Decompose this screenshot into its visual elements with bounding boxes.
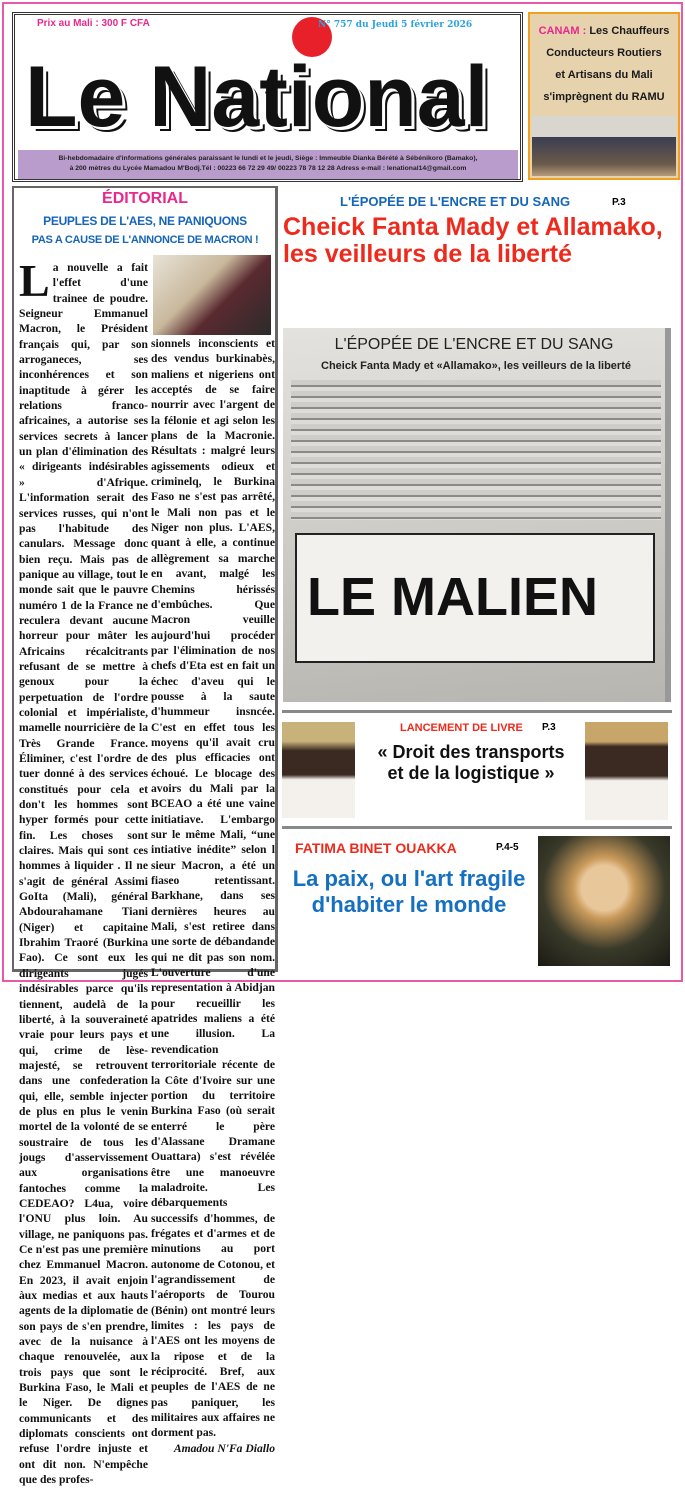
drop-cap: L [19, 255, 50, 306]
divider [282, 710, 672, 713]
lead-headline-block [283, 214, 671, 268]
fatima-page-ref: P.4-5 [496, 842, 519, 853]
le-malien-logo: LE MALIEN [295, 533, 655, 663]
teaser-line: Conducteurs Routiers [546, 47, 662, 59]
book-headline-block [359, 742, 583, 784]
lead-headline[interactable]: Cheick Fanta Mady et Allamako, [283, 213, 663, 241]
clipping-kicker: L'ÉPOPÉE DE L'ENCRE ET DU SANG [334, 336, 614, 353]
teaser-line: et Artisans du Mali [555, 69, 653, 81]
speaker-photo-right [585, 722, 668, 820]
lead-page-ref: P.3 [612, 197, 626, 208]
book-page-ref: P.3 [542, 722, 556, 733]
book-headline[interactable]: et de la logistique » [387, 763, 555, 783]
fatima-kicker: FATIMA BINET OUAKKA [295, 840, 457, 856]
editorial-column-2: sionnels inconscients et des vendus burkinabès, maliens et nigeriens ont acceptés de se faire nourrir avec l'argent de la félonie et agi selon les plans de la Macronie. Résultats : malgré leurs agissements odieux et criminelq, le Burkina Faso ne s'est pas arrêté, le Mali non pas et le Niger non plus. L'AES, quant à elle, a continue allègrement sa marche en avant, malgé les Chemins hérissés d'embûches. Que Macron veuille aujourd'hui procéder par l'élimination de nos chefs d'Eta est en fait un échec d'aveu qui le pousse à la saute d'hummeur insncée. C'est en effet tous les moyens qu'il avait cru des plus efficacies ont échoué. Le blocage des avoirs du Mali par la BCEAO a été une vaine initiatiave. L'embargo sur le même Mali, “une intiative inédite” selon l sieur Macron, a été un fiaseo retentissant. Barkhane, dans ses dernières heures au Mali, s'est retiree dans une sorte de débandande qui ne dit pas son nom. L'ouverture d'une representation à Abidjan pour recueillir les apatrides maliens a été une illusion. La revendication terroritoriale récente de la Côte d'Ivoire sur une portion du territoire Burkina Faso (où serait enterré le père d'Alassane Dramane Ouattara) s'est révélée être une manoeuvre maladroite. Les débarquements successifs d'hommes, de frégates et d'armes et de minutions au port autonome de Cotonou, et l'agrandissement de l'aéroports de Tourou (Bénin) ont montré leurs limites : les pays de l'AES ont les moyens de la ripose et de la réciprocité. Bref, aux peuples de l'AES de ne pas paniquer, les militaires aux affaires ne dorment pas. Amadou N'Fa Diallo [151, 337, 275, 1455]
book-kicker: LANCEMENT DE LIVRE [400, 722, 523, 734]
book-headline[interactable]: « Droit des transports [377, 742, 565, 762]
fatima-headline-block [285, 866, 533, 918]
fatima-headline[interactable]: La paix, ou l'art fragile [292, 866, 526, 891]
teaser-line: CANAM : Les Chauffeurs [538, 25, 670, 37]
info-line: à 200 mètres du Lycée Mamadou M'Bodj.Tél : 00223 66 72 29 49/ 00223 78 78 12 28 Adress e-mail : lenational14@gmail.com [69, 165, 467, 172]
editorial-column-1: La nouvelle a fait l'effet d'une trainee de poudre. Seigneur Emmanuel Macron, le Président français qui, par son arroganeces, ses inconhérences et son inaptitude à gérer les relations franco-africaines, a autorise ses services secrets à lancer un plan d'élimination des « dirigeants indésirables » d'Afrique. L'information serait des services russes, qui n'ont pas l'habitude des canulars. Message donc bien reçu. Mais pas de panique au village, tout le monde sait que le pauvre numéro 1 de la France ne reculera devant aucune horreur pour mâter les Africains récalcitrants refusant de se mettre à genoux pour la perpetuation de l'ordre colonial et impérialiste, mamelle nourricière de la Très Grande France. Éliminer, c'est l'ordre de tuer donné à des services constitués pour cela et don't les hommes sont hyper formés pour cette fin. Les choses sont claires. Mais qui sont ces hommes à liquider . Il ne s'agit de général Assimi GoIta (Mali), général Abdourahamane Tiani (Niger) et capitaine Ibrahim Traoré (Burkina Fao). Ce sont eux les dirigeants jugés indésirables parce qu'ils tiennent, audelà de la liberté, à la souveraineté vraie pour leurs pays et qui, crime de lèse-majesté, se retrouvent dans une confederation qui, elle, semble injecter de plus en plus le venin mortel de la volonté de se soustraire de tous les jougs d'asservissement aux organisations fantoches comme la CEDEAO? L4ua, voire l'ONU plus loin. Au village, ne paniquons pas. Ce n'est pas une première chez Emmanuel Macron. En 2023, il avait enjoin àux medias et aux hauts agents de la diplomatie de son pays de s'en prendre, avec de la nuisance à chaque renouvelée, aux trois pays que sont le Burkina Faso, le Mali et le Niger. De dignes communicants et des diplomats conscients ont refuse l'ordre injuste et ont dit non. N'empêche que des profes- [19, 255, 148, 1487]
editorial-signature: Amadou N'Fa Diallo [173, 1441, 275, 1455]
clipping-headline: Cheick Fanta Mady et «Allamako», les veilleurs de la liberté [321, 360, 631, 372]
price: Prix au Mali : 300 F CFA [37, 18, 150, 29]
group-photo [532, 116, 676, 176]
info-line: Bi-hebdomadaire d'informations générales paraissant le lundi et le jeudi, Siège : Immeuble Dianka Bérété à Sébénikoro (Bamako), [58, 155, 478, 162]
issue-date: N° 757 du Jeudi 5 février 2026 [318, 20, 473, 30]
divider [282, 826, 672, 829]
fatima-photo [538, 836, 670, 966]
lead-headline[interactable]: les veilleurs de la liberté [283, 240, 573, 268]
editorial-box [12, 186, 278, 1487]
speaker-photo-left [282, 722, 355, 818]
newspaper-title: Le National [25, 49, 489, 145]
editorial-title: PEUPLES DE L'AES, NE PANIQUONS [43, 214, 247, 228]
fatima-headline[interactable]: d'habiter le monde [311, 892, 507, 917]
editorial-title: PAS A CAUSE DE L'ANNONCE DE MACRON ! [31, 234, 259, 246]
author-photo [153, 255, 271, 335]
editorial-kicker: ÉDITORIAL [102, 190, 188, 207]
newspaper-clipping-photo [283, 328, 671, 702]
publication-info [18, 150, 518, 179]
lead-kicker: L'ÉPOPÉE DE L'ENCRE ET DU SANG [340, 194, 571, 209]
clipping-text [291, 380, 661, 520]
teaser-line: s'imprègnent du RAMU [543, 91, 665, 103]
teaser-canam[interactable] [528, 12, 680, 180]
